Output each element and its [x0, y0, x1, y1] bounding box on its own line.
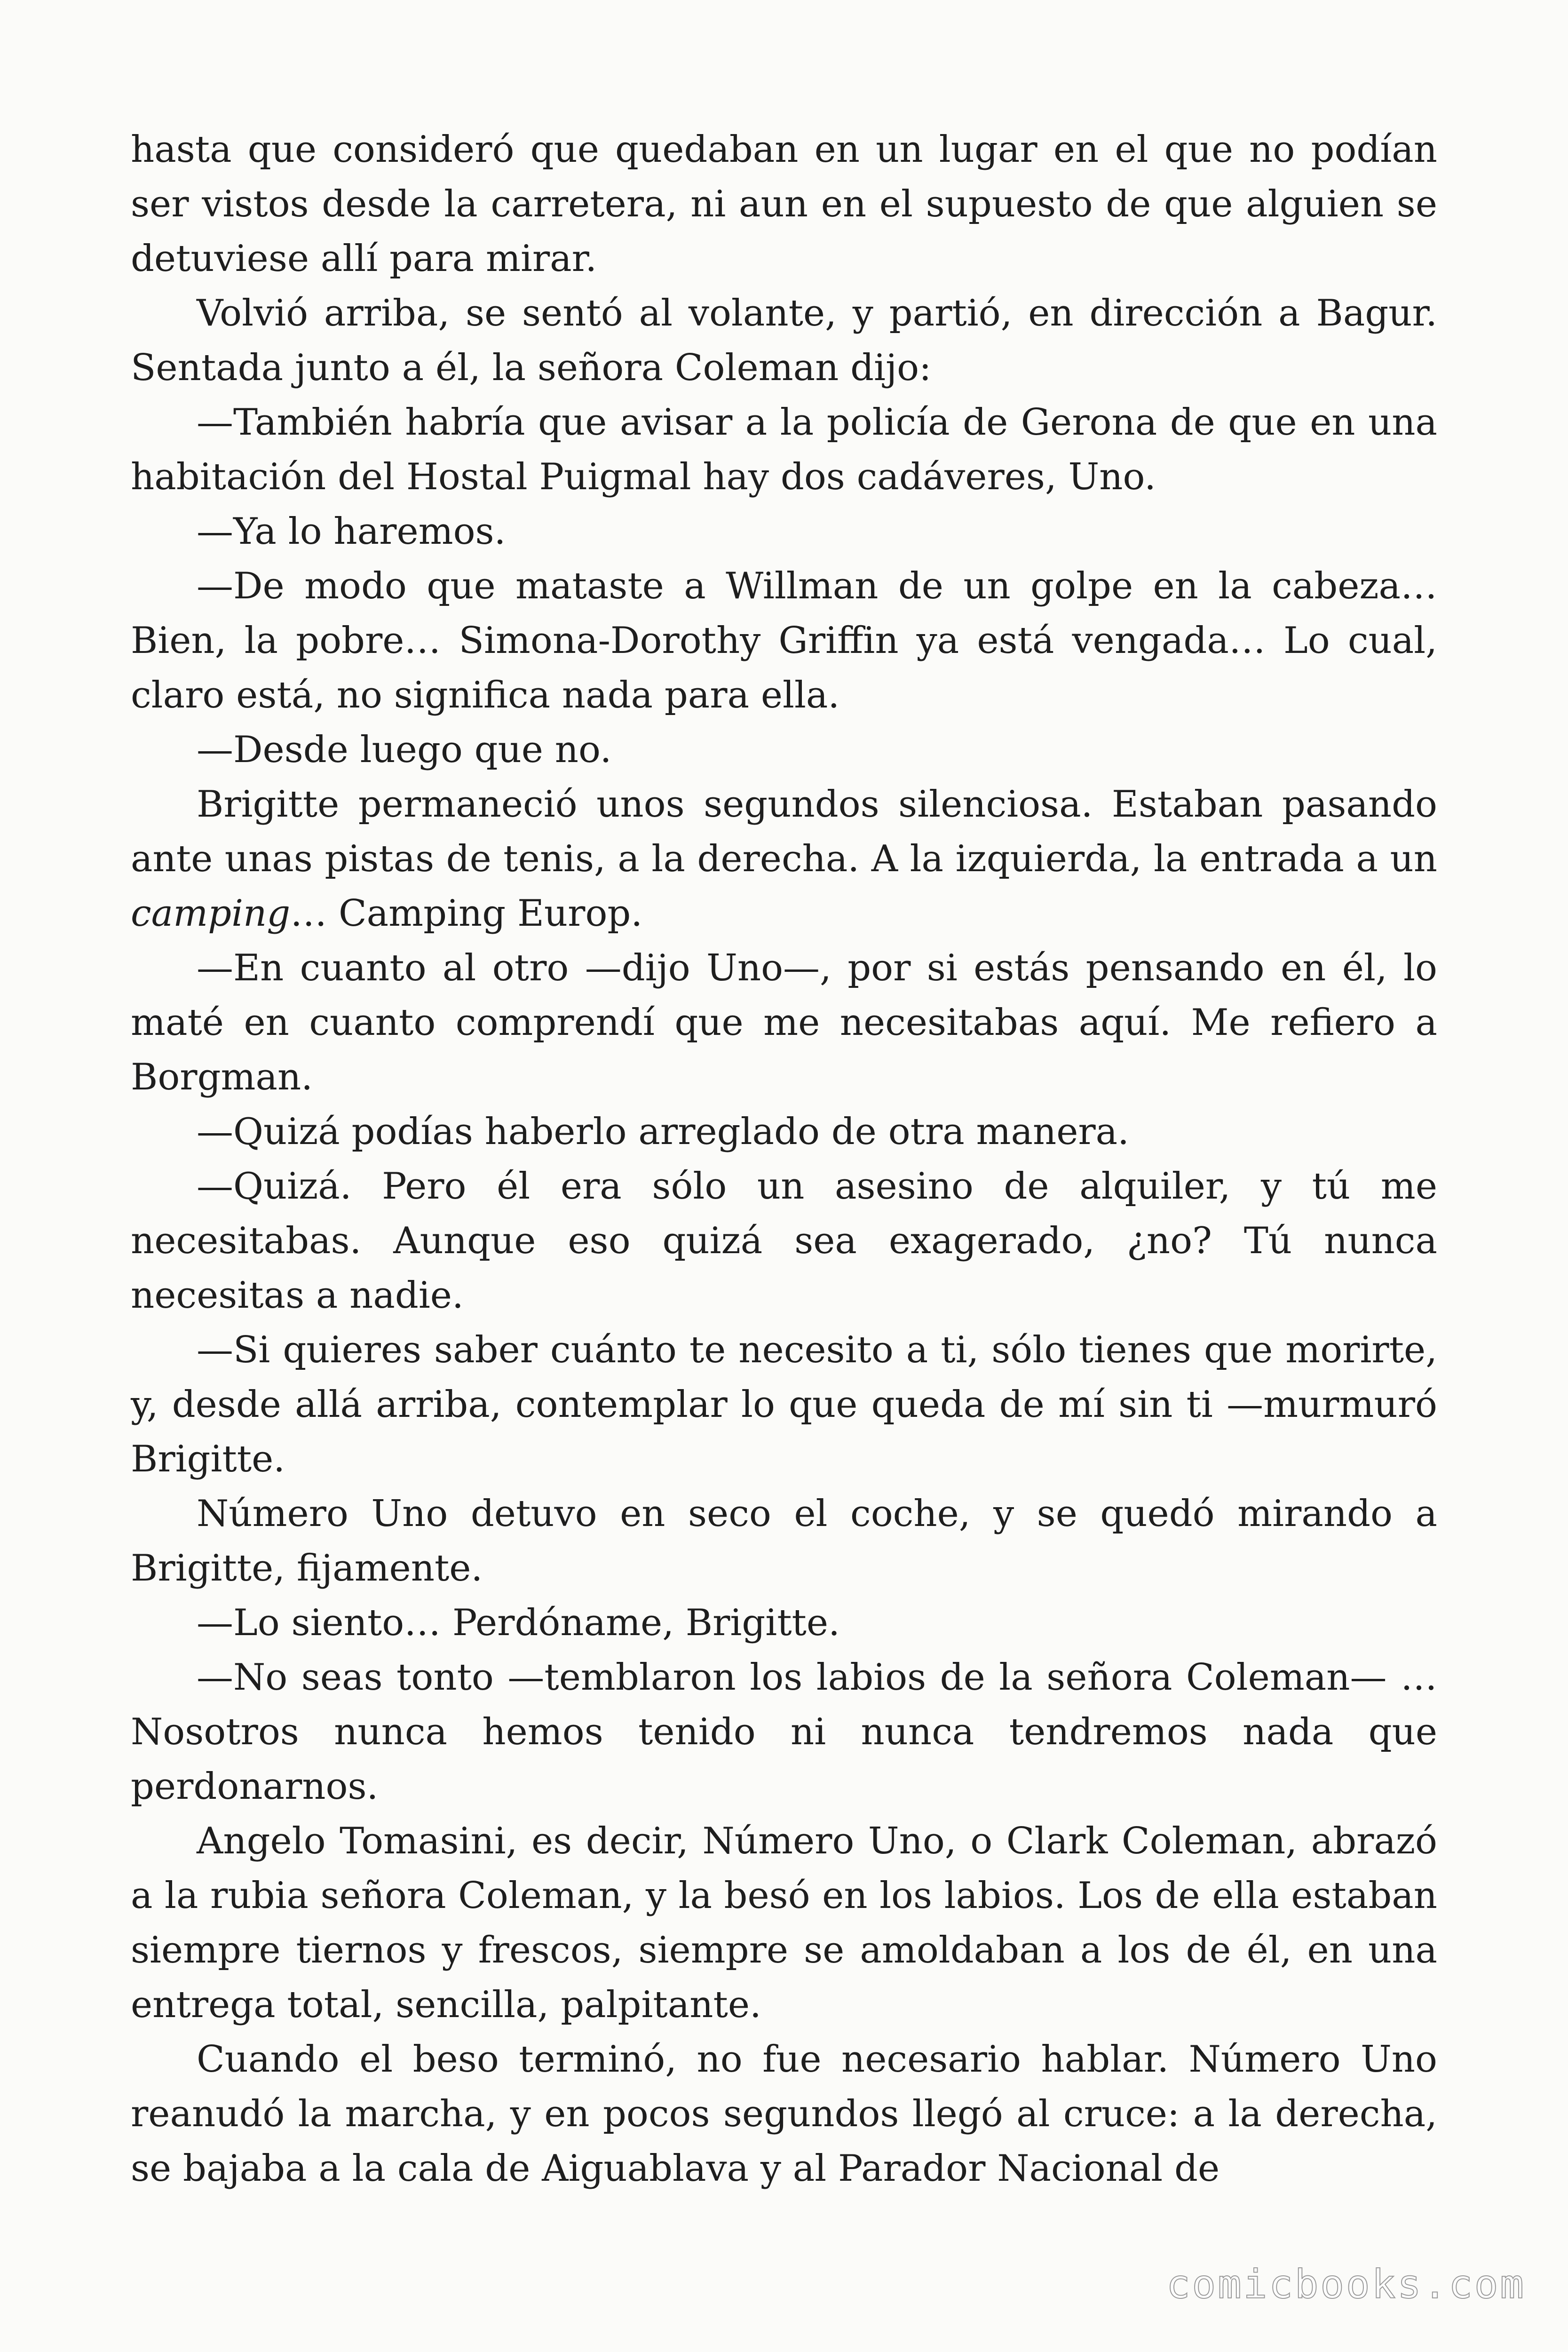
paragraph: Cuando el beso terminó, no fue necesario hablar. Número Uno reanudó la marcha, y en pocos segundos llegó al cruce: a la derecha, se bajaba a la cala de Aiguablava y al Parador Nacional de	[131, 2038, 1437, 2190]
paragraph-text: Brigitte permaneció unos segundos silenciosa. Estaban pasando ante unas pistas de tenis, a la derecha. A la izquierda, la entrada a un	[131, 783, 1437, 880]
paragraph: —Quizá podías haberlo arreglado de otra manera.	[197, 1111, 1129, 1153]
paragraph: —También habría que avisar a la policía de Gerona de que en una habitación del Hostal Puigmal hay dos cadáveres, Uno.	[131, 401, 1437, 498]
paragraph: Volvió arriba, se sentó al volante, y partió, en dirección a Bagur. Sentada junto a él, la señora Coleman dijo:	[131, 292, 1437, 389]
paragraph: —Si quieres saber cuánto te necesito a ti, sólo tienes que morirte, y, desde allá arriba, contemplar lo que queda de mí sin ti —murmuró Brigitte.	[131, 1329, 1437, 1480]
paragraph: —De modo que mataste a Willman de un golpe en la cabeza… Bien, la pobre… Simona-Dorothy Griffin ya está vengada… Lo cual, claro está, no significa nada para ella.	[131, 565, 1437, 716]
book-page-text	[131, 122, 1437, 2196]
italic-word: camping	[131, 892, 291, 935]
paragraph: —Lo siento… Perdóname, Brigitte.	[197, 1602, 840, 1644]
paragraph: Número Uno detuvo en seco el coche, y se quedó mirando a Brigitte, fijamente.	[131, 1493, 1437, 1589]
paragraph: Angelo Tomasini, es decir, Número Uno, o Clark Coleman, abrazó a la rubia señora Coleman, y la besó en los labios. Los de ella estaban siempre tiernos y frescos, siempre se amoldaban a los de él, en una entrega total, sencilla, palpitante.	[131, 1820, 1437, 2026]
paragraph: —Quizá. Pero él era sólo un asesino de alquiler, y tú me necesitabas. Aunque eso quizá sea exagerado, ¿no? Tú nunca necesitas a nadie.	[131, 1165, 1437, 1317]
paragraph: —No seas tonto —temblaron los labios de la señora Coleman— … Nosotros nunca hemos tenido ni nunca tendremos nada que perdonarnos.	[131, 1656, 1437, 1808]
paragraph-text-tail: … Camping Europ.	[290, 892, 643, 935]
paragraph: —Desde luego que no.	[197, 729, 612, 771]
paragraph: —Ya lo haremos.	[197, 510, 506, 553]
watermark: comicbooks.com	[1166, 2261, 1526, 2307]
paragraph-with-italic	[131, 777, 1437, 941]
paragraph: hasta que consideró que quedaban en un lugar en el que no podían ser vistos desde la carretera, ni aun en el supuesto de que alguien se detuviese allí para mirar.	[131, 128, 1437, 280]
paragraph: —En cuanto al otro —dijo Uno—, por si estás pensando en él, lo maté en cuanto comprendí que me necesitabas aquí. Me refiero a Borgman.	[131, 947, 1437, 1098]
